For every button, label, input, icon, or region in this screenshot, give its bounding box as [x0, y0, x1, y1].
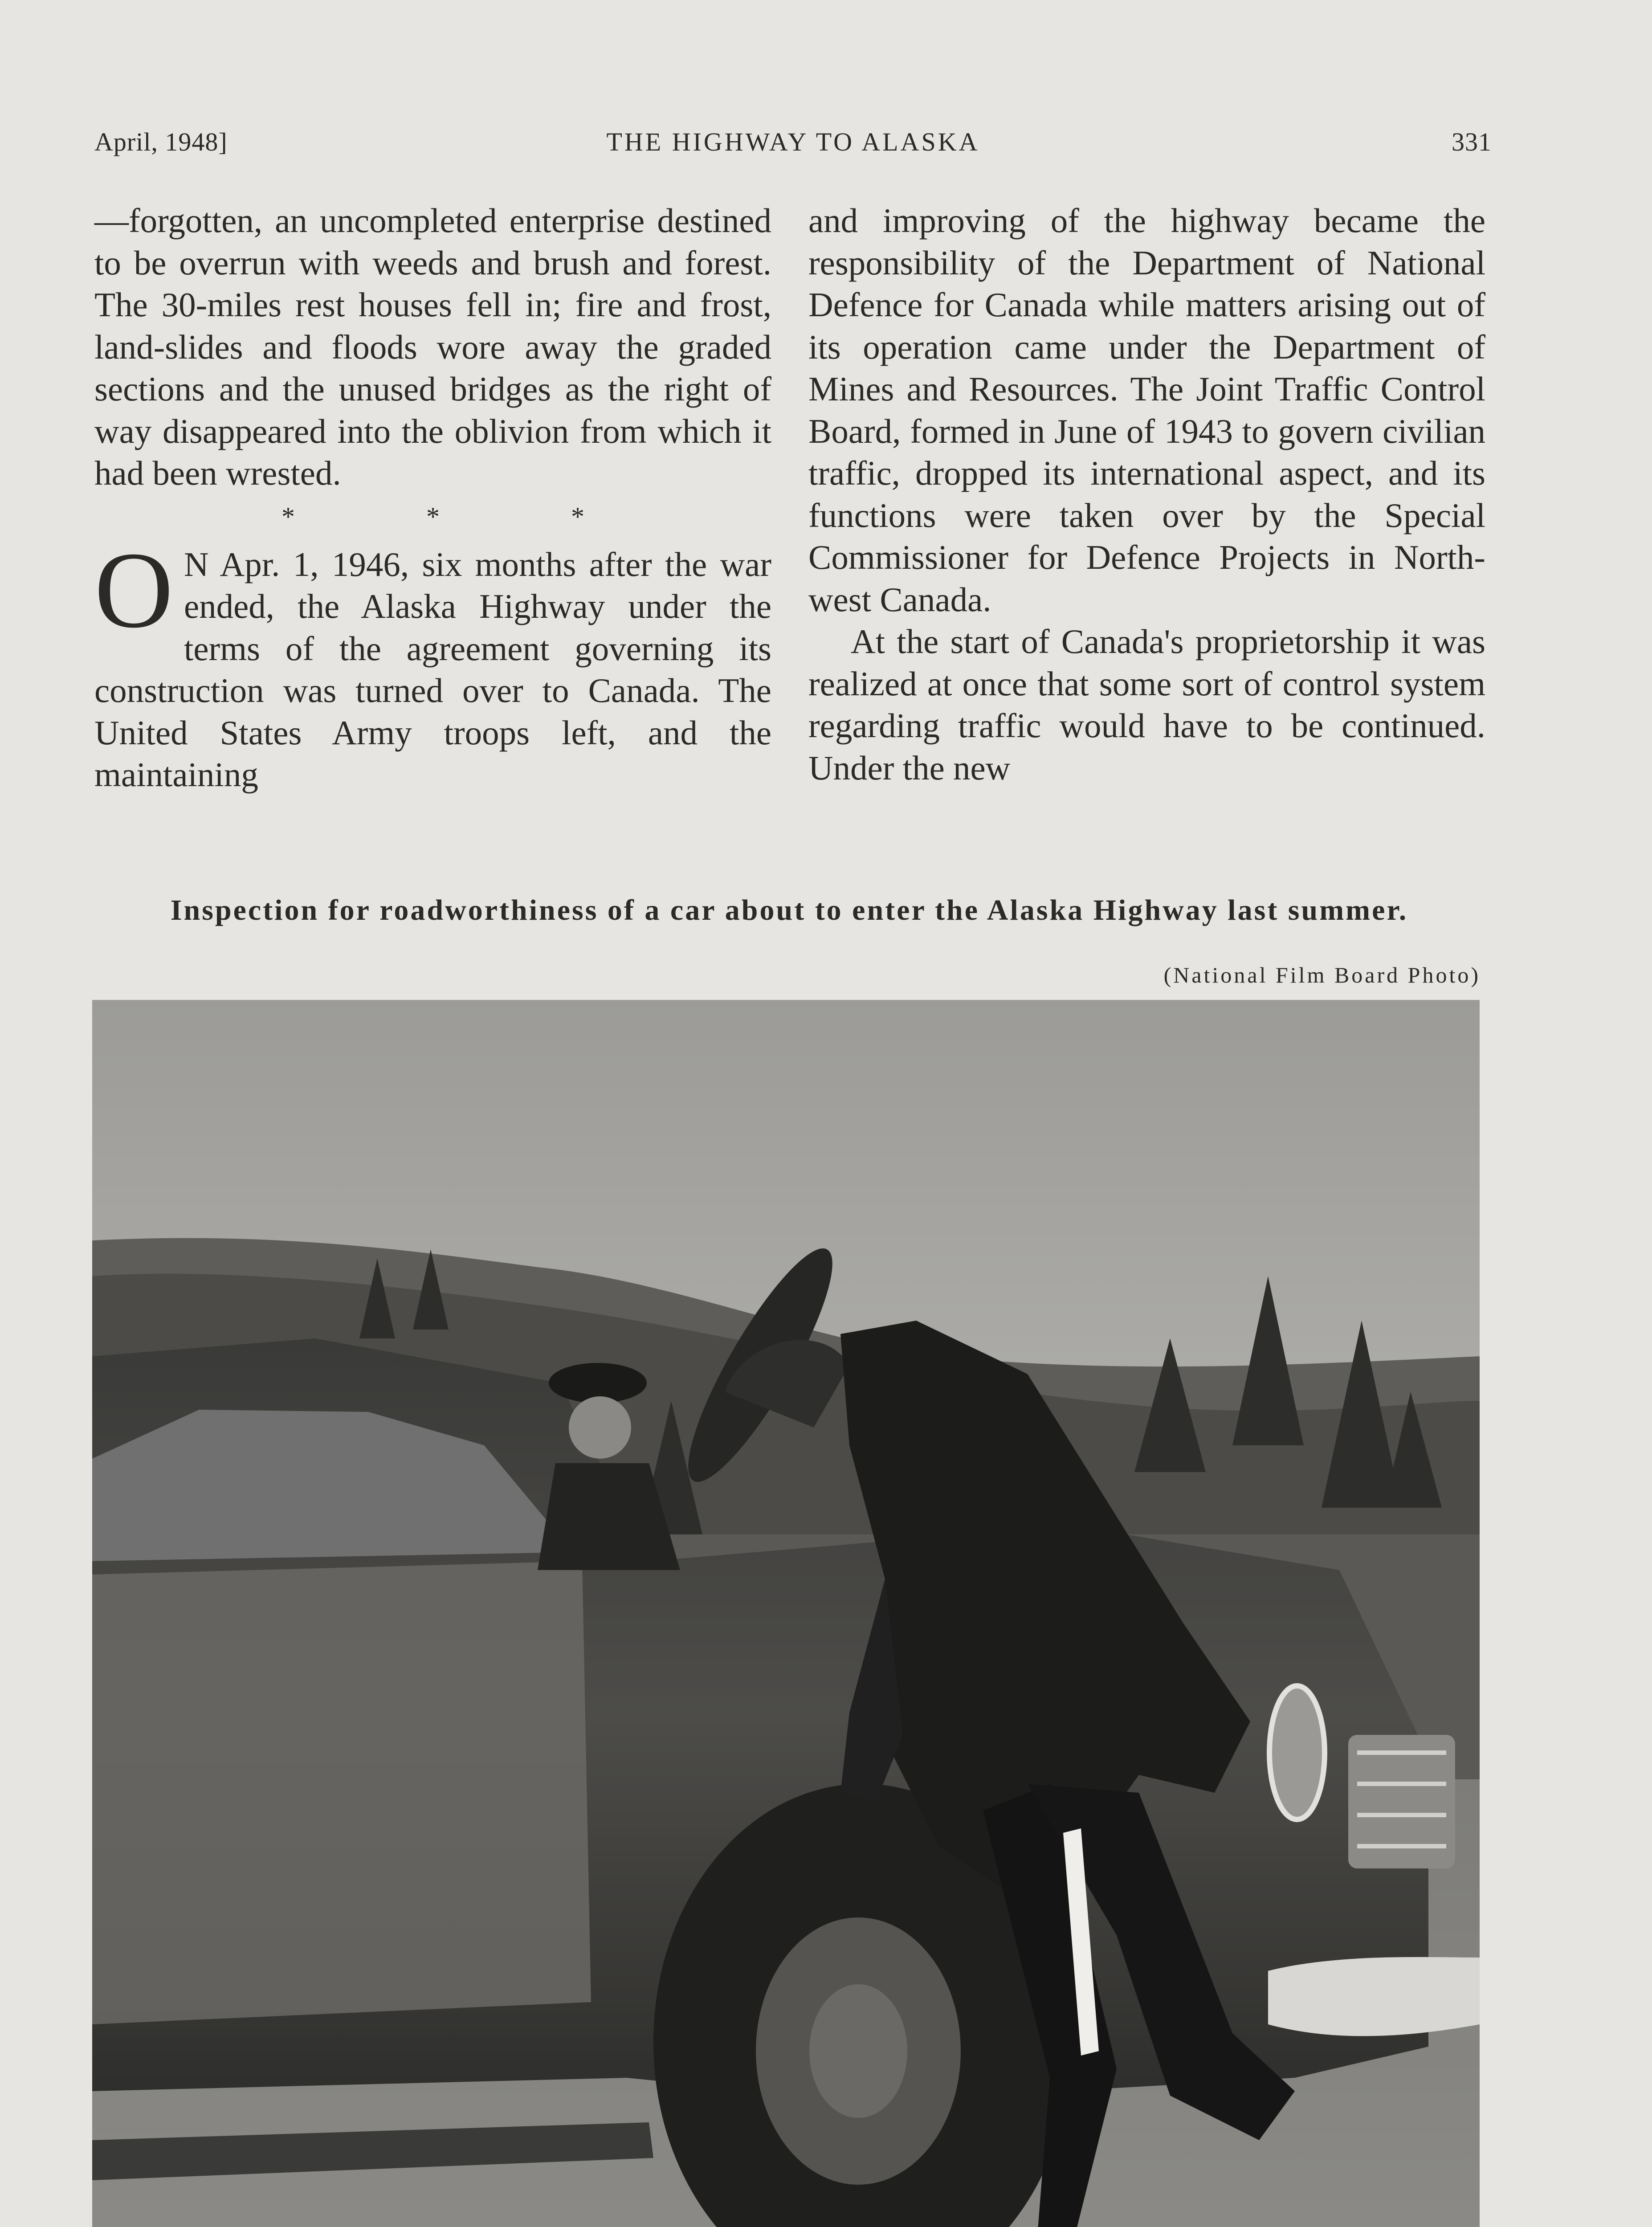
inspection-photo: [92, 1000, 1480, 2227]
page-number: 331: [1452, 127, 1492, 156]
photo-credit: (National Film Board Photo): [1163, 963, 1481, 987]
right-column: [808, 200, 1485, 789]
paragraph: —forgotten, an uncompleted enterprise destined to be overrun with weeds and brush and forest. The 30-miles rest houses fell in; fire and frost, land-slides and floods wore away the graded sections and the unused bridges as the right of way disappeared into the oblivion from which it had been wrested.: [94, 201, 771, 492]
paragraph: and improving of the highway became the responsibility of the Department of National Defence for Canada while matters arising out of its operation came under the Department of Mines and Resources. The Joint Traffic Control Board, formed in June of 1943 to govern civilian traffic, dropped its international aspect, and its functions were taken over by the Special Commissioner for Defence Projects in North-west Canada.: [808, 201, 1485, 619]
photo-illustration: [92, 1000, 1480, 2227]
paragraph: At the start of Canada's proprietorship it was realized at once that some sort of control system regarding traffic would have to be continued. Under the new: [808, 622, 1485, 787]
page-title: THE HIGHWAY TO ALASKA: [606, 127, 980, 156]
drop-cap: O: [94, 529, 173, 650]
issue-date: April, 1948]: [94, 127, 228, 156]
section-separator: * * *: [281, 502, 647, 531]
paragraph-text: Apr. 1, 1946, six months after the war ended, the Alaska Highway under the terms of the agreement governing its construction was turned over to Canada. The United States Army troops left, and the maintaining: [94, 545, 771, 794]
left-column: [94, 200, 771, 796]
running-head: [94, 127, 1492, 163]
paragraph: [94, 529, 771, 796]
figure-caption: Inspection for roadworthiness of a car about to enter the Alaska Highway last summer.: [170, 894, 1408, 926]
drop-cap-continuation: N: [184, 545, 209, 583]
